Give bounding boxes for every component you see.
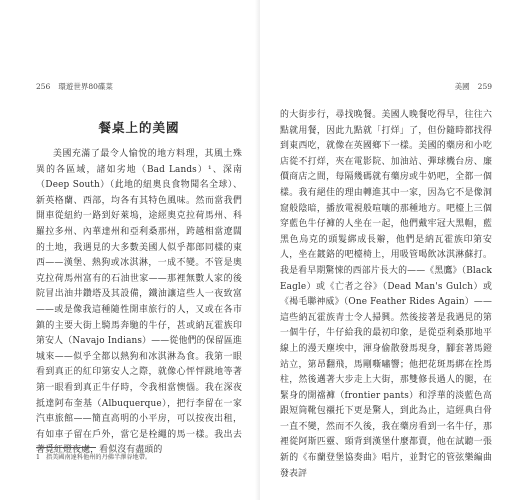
right-page <box>260 0 520 500</box>
chapter-title: 餐桌上的美國 <box>98 120 180 135</box>
footnote-rule <box>36 447 96 448</box>
footnote-text: 指美國南達科他州的丹佛半澤谷地帶。 <box>45 454 152 461</box>
left-page-number: 256 <box>36 82 51 91</box>
left-running-head <box>36 81 113 92</box>
footnote <box>36 452 242 461</box>
right-body-text: 的大街步行，尋找晚餐。美國人晚餐吃得早，往往六點就用餐，因此九點就「打烊」了，但份隨時都找得到東西吃，就像在英國鄉下一樣。美國的藥房和小吃店從不打烊，夾在電影院、加油站、彈球機台房、廉價商店之間，每隔幾碼就有藥房或牛奶吧，全都一個樣。我有絕佳的理由轉進其中一家，因為它不是像洞窟般陰暗，播放電視般喧嚷的那種地方。吧檯上三個穿藍色牛仔褲的人坐在一起，他們戴牢冠大黑帽，藍黑色烏克的頭髮綁成長辮，他們是納瓦霍族印第安人，坐在鍍鉻的吧檯椅上，用吸管喝飲冰淇淋蘇打。我是看早期驚悚的西部片長大的——《黑鷹》（Black Eagle）或《亡者之谷》（Dead Man's Gulch）或《褐毛聯神威》（One Feather Rides Again）——這些納瓦霍族青士令人掃興。然後接著是我遇見的第一個牛仔，牛仔給我的最初印象，是從亞利桑那地平線上的漫天塵埃中，渾身偷散發馬現身，腳套著馬鐙站立，第昂翻飛，馬剛嘶嘯響；他把花斑馬綁在拴馬柱，然後邁著大步走上大街，那雙修長過人的腿，在緊身的開襠褲（frontier pants）和浮華的淡藍色高跟短筒靴包襯托下更是驚人，到此為止，這經典白骨一直不變，然而不久後，我在藥房看到一名牛仔，那裡從阿斯匹靈、頸背到漢堡什麼都賣，他在試聽一張新的《布蘭登堡協奏曲》唱片，並對它的管弦樂編曲發表評 <box>280 110 492 479</box>
left-book-title: 環遊世界80碟菜 <box>58 82 113 91</box>
right-chapter-head: 美國 <box>454 82 470 91</box>
left-body-text: 美國充滿了最令人愉悅的地方料理，其風土殊異的各區域，諸如劣地（Bad Lands）¹、深南（Deep South）（此地的紐奧良食物聞名全球）、新英格蘭、西部，均各有其特色風味。然而當我們開車從紐約一路到好萊塢，途經奧克拉荷馬州、科羅拉多州、內華達州和亞利桑那州，跨越相當遼闊的土地，我遇見的大多數美國人似乎都郎同樣的東西——漢堡、熱狗或冰淇淋，一成不變。不管是奧克拉荷馬州富有的石油世家——那裡無數人家的後院冒出油井鑽塔及其設備，鐵油讓這些人一夜致富——或是像我這種隨性開車旅行的人，又或在各市鎮的主要大街上騎馬奔馳的牛仔，甚或納瓦霍族印第安人（Navajo Indians）——從他們的保留區進城來——似乎全都以熱狗和冰淇淋為食。我第一眼看到真正的紅印第安人之際，就像心怦怦跳地等著第一眼看到真正牛仔時，令我相當懊惱。我在深夜抵達阿布奎基（Albuquerque），把行李留在一家汽車旅館——簡直高明的小平房，可以按夜出租，有如車子留在戶外，當它是栓繩的馬一樣。我出去著覓紅燈夜處，看似沒有盡頭的 <box>36 149 242 456</box>
right-running-head <box>455 81 492 92</box>
footnote-mark: 1 <box>36 454 40 461</box>
right-page-number: 259 <box>477 82 492 91</box>
